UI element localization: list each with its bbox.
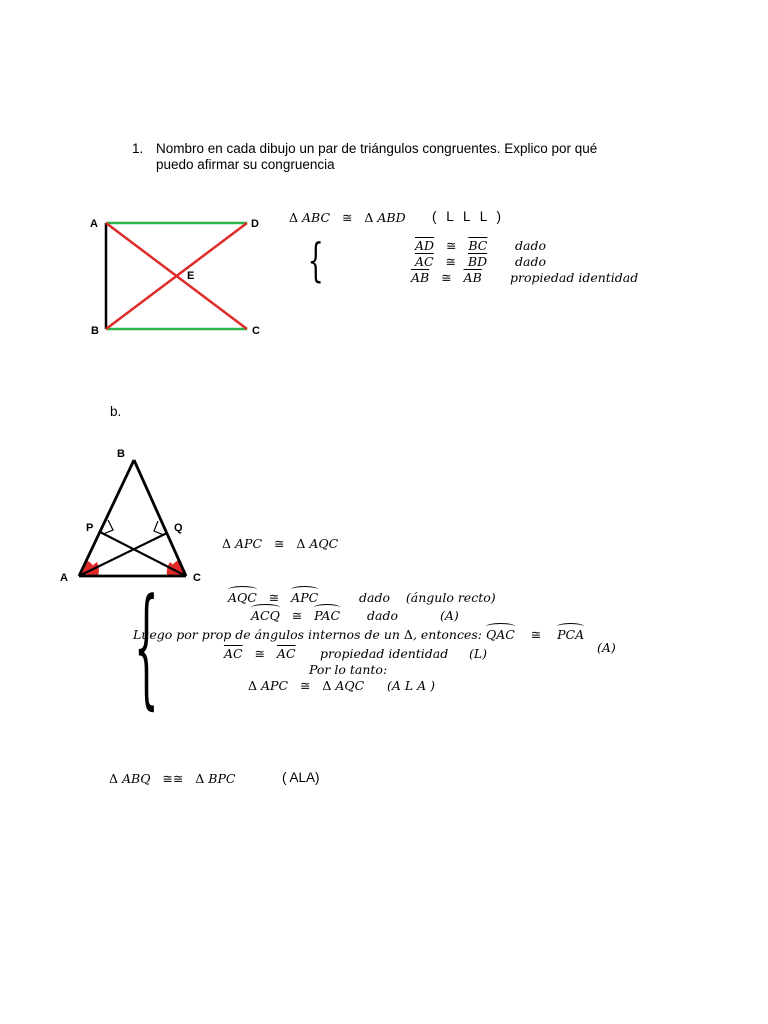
congruent-symbol: ≅≅ [162,771,184,786]
part-a-row-3 [411,270,482,285]
side-bc [134,460,186,576]
part-b-line-3 [133,627,584,642]
text: Luego por prop de ángulos internos de un [133,627,400,642]
triangle-apc: APC [261,678,289,693]
delta-symbol: Δ [296,536,306,551]
triangle-abc: ABC [302,210,331,225]
part-b-line-1 [228,590,318,605]
segment-ac: $\overline{AC}$ [415,254,434,269]
triangle-apc: APC [235,536,263,551]
triangle-aqc: AQC [309,536,339,551]
label-e: E [187,270,195,282]
label-d: D [251,218,259,230]
angle-qac: QAC [485,627,515,642]
part-b-label: b. [110,404,122,419]
part-a-statement [289,210,406,225]
congruent-symbol: ≅ [254,646,265,661]
triangle-bpc: BPC [208,771,236,786]
part-a-row-1 [415,238,487,253]
delta-symbol: Δ [222,536,232,551]
part-b-line-2-tag: (A) [440,608,459,623]
rectangle-figure [85,210,270,340]
congruent-symbol: ≅ [268,590,280,605]
label-b: B [91,325,99,337]
angle-acq: ACQ [251,608,280,623]
label-b: B [117,448,125,460]
congruent-symbol: ≅ [445,238,457,253]
part-a-row-2-reason: dado [515,254,546,269]
triangle-abq: ABQ [122,771,151,786]
label-c: C [252,325,260,337]
part-b-line-2 [251,608,340,623]
delta-symbol: Δ [248,678,258,693]
label-a: A [60,572,68,584]
label-c: C [193,572,201,584]
part-b-statement [222,536,338,551]
triangle-abd: ABD [377,210,406,225]
delta-symbol: Δ [403,627,413,642]
congruent-symbol: ≅ [273,536,285,551]
part-b-line-6 [248,678,364,693]
delta-symbol: Δ [364,210,374,225]
part-b-line-5: Por lo tanto: [309,662,388,677]
segment-ac: $\overline{AC}$ [276,646,296,661]
part-b-line-4-tag: (L) [469,646,488,661]
part-b-line-1-reason [359,590,496,605]
congruent-symbol: ≅ [441,270,452,285]
angle-pca: PCA [557,627,585,642]
part-a-brace: { [307,233,324,287]
part-c-criterion: ( ALA) [282,770,320,785]
part-b-line-4 [224,646,296,661]
delta-symbol: Δ [322,678,332,693]
segment-ac: $\overline{AC}$ [224,646,243,661]
part-b-line-4-reason: propiedad identidad [320,646,449,661]
segment-bd: $\overline{BD}$ [467,254,488,269]
delta-symbol: Δ [109,771,119,786]
text2: , entonces: [412,627,482,642]
segment-ad: $\overline{AD}$ [415,238,435,253]
segment-ab: $\overline{AB}$ [463,270,482,285]
side-ab [79,460,134,576]
label-a: A [90,218,98,230]
part-a-row-2 [415,254,487,269]
question-number: 1. [132,141,144,156]
triangle-aqc: AQC [335,678,365,693]
label-p: P [86,522,94,534]
angle-pac: PAC [314,608,341,623]
delta-symbol: Δ [289,210,299,225]
part-a-criterion: ( L L L ) [432,209,502,224]
delta-symbol: Δ [195,771,205,786]
part-b-line-2-reason: dado [367,608,398,623]
segment-bc: $\overline{BC}$ [468,238,488,253]
congruent-symbol: ≅ [341,210,353,225]
congruent-symbol: ≅ [291,608,303,623]
angle-aqc: AQC [228,590,257,605]
congruent-symbol: ≅ [530,627,542,642]
label-q: Q [174,522,183,534]
segment-ab: $\overline{AB}$ [411,270,430,285]
congruent-symbol: ≅ [299,678,311,693]
part-c-statement [109,771,235,786]
note: (ángulo recto) [405,590,496,605]
angle-apc: APC [291,590,319,605]
reason: dado [359,590,390,605]
part-b-brace: { [133,570,159,722]
triangle-figure [55,445,215,590]
congruent-symbol: ≅ [445,254,456,269]
question-text-line1: Nombro en cada dibujo un par de triángulos congruentes. Explico por qué [156,141,598,156]
part-b-line-3-tag: (A) [597,640,616,655]
part-b-line-6-criterion: (A L A ) [387,678,436,693]
part-a-row-1-reason: dado [515,238,546,253]
question-text-line2: puedo afirmar su congruencia [156,157,335,172]
part-a-row-3-reason: propiedad identidad [510,270,639,285]
